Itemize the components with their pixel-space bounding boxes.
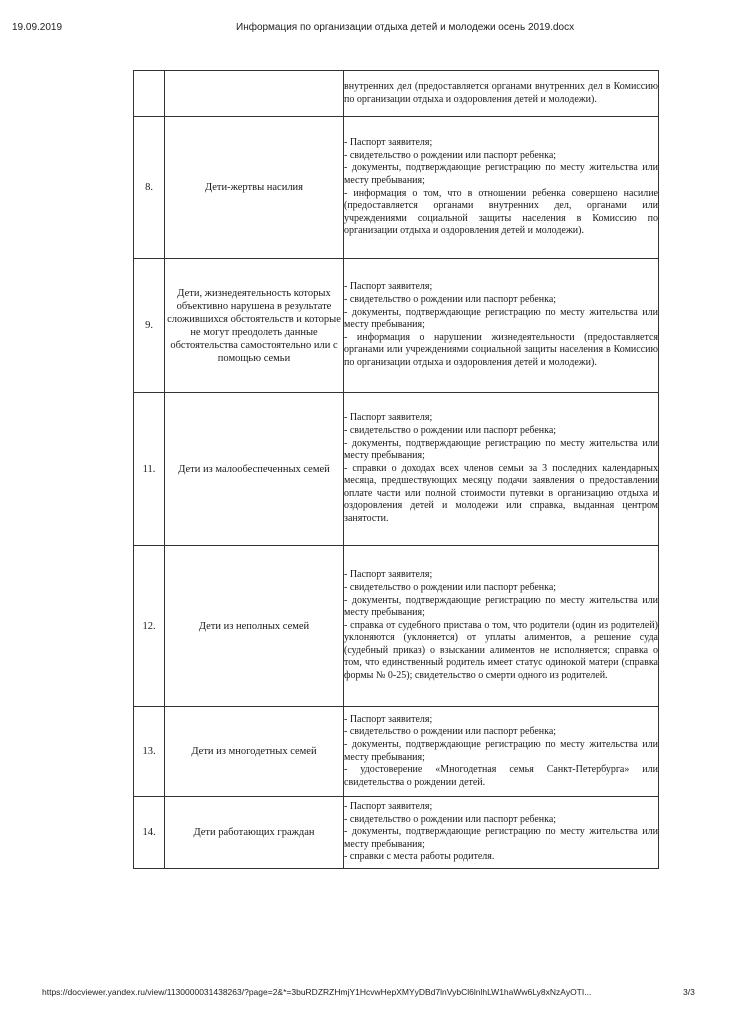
document-item: - свидетельство о рождении или паспорт ребенка; [344,581,557,593]
document-item: - свидетельство о рождении или паспорт ребенка; [344,294,557,306]
header-document-title: Информация по организации отдыха детей и молодежи осень 2019.docx [236,22,575,33]
row-number [134,71,165,117]
table-row [134,117,659,259]
row-category: Дети из неполных семей [165,546,344,707]
row-category: Дети-жертвы насилия [165,117,344,259]
document-item: - информация о том, что в отношении ребенка совершено насилие (предоставляется органами внутренних дел, органами или учреждениями социальной защиты населения в Комиссию по организации отдыха и оздоровления детей и молодежи). [344,187,658,237]
document-item: - Паспорт заявителя; [344,412,433,424]
row-documents [344,71,659,117]
row-number: 13. [134,707,165,797]
document-item: - свидетельство о рождении или паспорт ребенка; [344,149,557,161]
row-category: Дети из малообеспеченных семей [165,393,344,546]
table-row [134,797,659,869]
row-number: 8. [134,117,165,259]
document-item: - удостоверение «Многодетная семья Санкт-Петербурга» или свидетельства о рождении детей. [344,764,658,788]
document-item: - Паспорт заявителя; [344,801,433,813]
row-documents [344,797,659,869]
document-item: - свидетельство о рождении или паспорт ребенка; [344,813,557,825]
row-number: 9. [134,259,165,393]
row-number: 14. [134,797,165,869]
table-row [134,71,659,117]
footer-url: https://docviewer.yandex.ru/view/1130000031438263/?page=2&*=3buRDZRZHmjY1HcvwHepXMYyDBd7lnVybCl6lnlhLW1haWw6Ly8xNzAyOTI... [42,987,592,997]
document-item: - свидетельство о рождении или паспорт ребенка; [344,726,557,738]
document-item: - справки о доходах всех членов семьи за 3 последних календарных месяца, предшествующих месяцу подачи заявления о предоставлении оплате части или полной стоимости путевки в организацию отдыха и оздоровления детей и молодежи или справка, выданная центром занятости. [344,462,658,525]
document-item: - свидетельство о рождении или паспорт ребенка; [344,424,557,436]
document-item: - Паспорт заявителя; [344,713,433,725]
document-item: - Паспорт заявителя; [344,137,433,149]
document-item: внутренних дел (предоставляется органами внутренних дел в Комиссию по организации отдыха и оздоровления детей и молодежи). [344,80,658,105]
document-item: - документы, подтверждающие регистрацию по месту жительства или месту пребывания; [344,826,658,850]
document-item: - Паспорт заявителя; [344,281,433,293]
row-number: 12. [134,546,165,707]
document-item: - информация о нарушении жизнедеятельности (предоставляется органами или учреждениями социальной защиты населения в Комиссию по организации отдыха и оздоровления детей и молодежи). [344,331,658,368]
document-item: - Паспорт заявителя; [344,569,433,581]
row-category [165,71,344,117]
document-item: - справки с места работы родителя. [344,851,495,863]
row-category: Дети из многодетных семей [165,707,344,797]
document-item: - документы, подтверждающие регистрацию по месту жительства или месту пребывания; [344,306,658,331]
row-documents [344,259,659,393]
table-row [134,259,659,393]
row-category: Дети, жизнедеятельность которых объективно нарушена в результате сложившихся обстоятельств и которые не могут преодолеть данные обстоятельства самостоятельно или с помощью семьи [165,259,344,393]
row-number: 11. [134,393,165,546]
row-documents [344,546,659,707]
table-row [134,546,659,707]
document-item: - документы, подтверждающие регистрацию по месту жительства или месту пребывания; [344,162,658,186]
row-documents [344,707,659,797]
table-row [134,393,659,546]
document-item: - документы, подтверждающие регистрацию по месту жительства или месту пребывания; [344,738,658,763]
row-documents [344,117,659,259]
row-documents [344,393,659,546]
documents-table [133,70,659,869]
row-category: Дети работающих граждан [165,797,344,869]
table-row [134,707,659,797]
document-item: - справка от судебного пристава о том, что родители (один из родителей) уклоняются (уклоняется) от уплаты алиментов, а решение суда (судебный приказ) о взыскании алиментов не исполняется; справка о том, что единственный родитель имеет статус одинокой матери (справка формы № 0-25); свидетельство о смерти одного из родителей. [344,619,658,682]
document-item: - документы, подтверждающие регистрацию по месту жительства или месту пребывания; [344,437,658,462]
footer-page-number: 3/3 [683,987,695,997]
header-date: 19.09.2019 [12,22,63,33]
document-item: - документы, подтверждающие регистрацию по месту жительства или месту пребывания; [344,594,658,619]
